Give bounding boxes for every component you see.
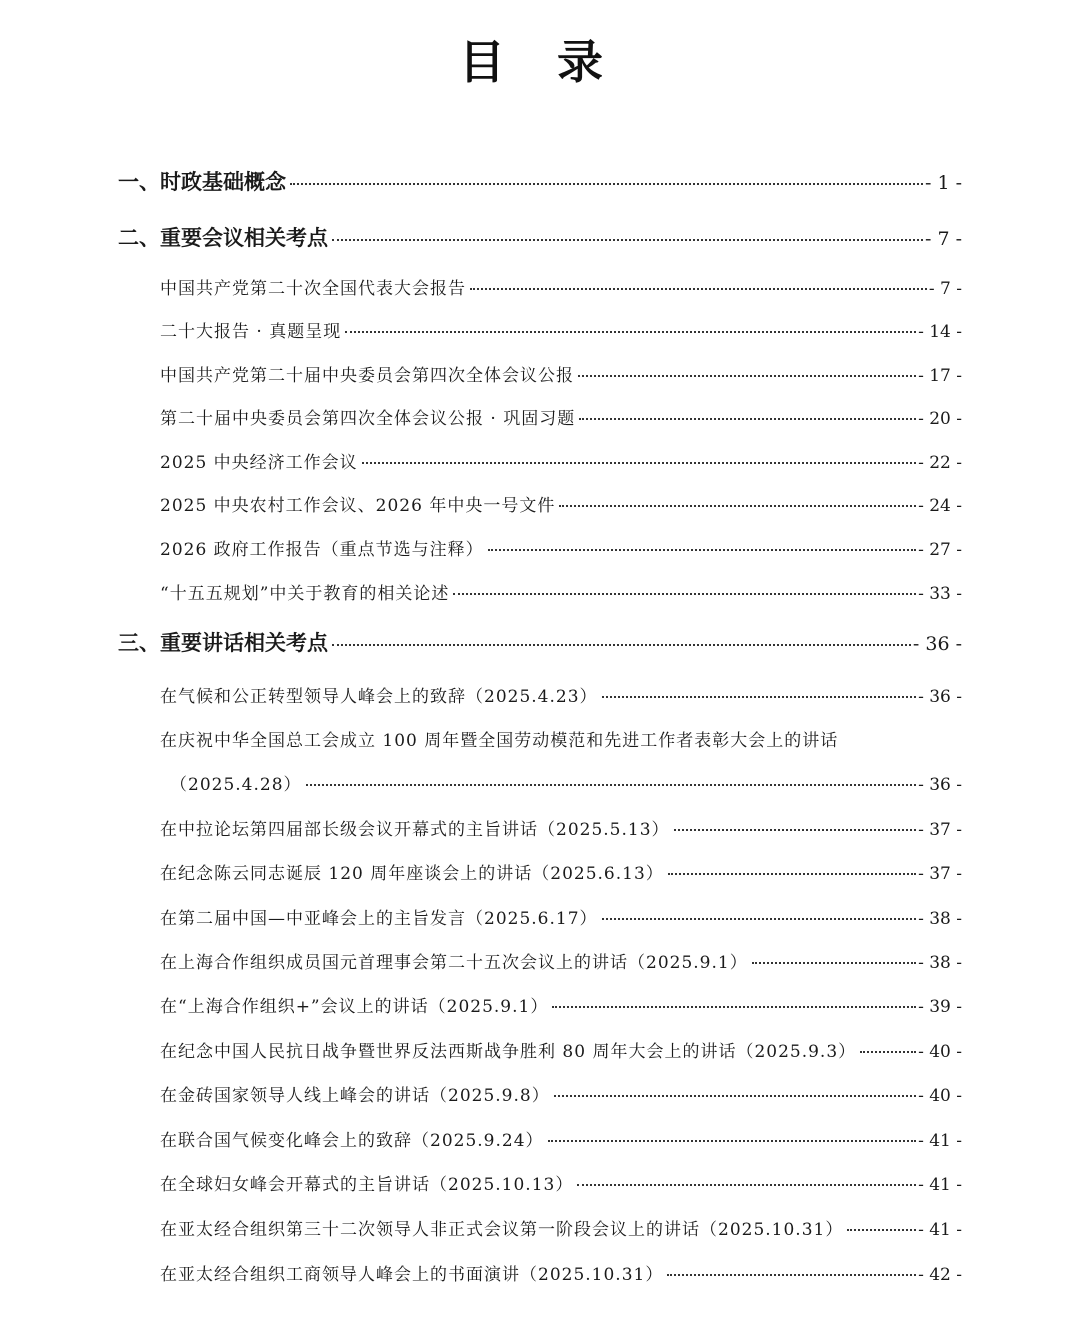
- dot-leader: [674, 829, 917, 831]
- toc-item-label: 在亚太经合组织第三十二次领导人非正式会议第一阶段会议上的讲话（2025.10.31）: [160, 1220, 844, 1240]
- toc-item[interactable]: [160, 1215, 962, 1240]
- toc-page-number: - 38 -: [918, 953, 962, 973]
- toc-page-number: - 27 -: [918, 540, 962, 560]
- dot-leader: [470, 288, 927, 290]
- toc-page-number: - 33 -: [918, 584, 962, 604]
- dot-leader: [290, 183, 923, 185]
- toc-item[interactable]: [160, 1081, 962, 1106]
- toc-item[interactable]: [160, 579, 962, 604]
- toc-section-label: 三、重要讲话相关考点: [118, 630, 328, 655]
- toc-item[interactable]: [160, 1037, 962, 1062]
- dot-leader: [548, 1140, 917, 1142]
- dot-leader: [306, 784, 917, 786]
- toc-item-label: 2025 中央农村工作会议、2026 年中央一号文件: [160, 496, 556, 516]
- toc-section-label: 二、重要会议相关考点: [118, 225, 328, 250]
- toc-item-label: 在上海合作组织成员国元首理事会第二十五次会议上的讲话（2025.9.1）: [160, 953, 748, 973]
- toc-item-label: 在纪念中国人民抗日战争暨世界反法西斯战争胜利 80 周年大会上的讲话（2025.9.3）: [160, 1042, 857, 1062]
- dot-leader: [579, 418, 916, 420]
- dot-leader: [578, 375, 916, 377]
- toc-page-number: - 42 -: [918, 1265, 962, 1285]
- toc-page-number: - 7 -: [928, 279, 962, 299]
- toc-page-number: - 40 -: [918, 1042, 962, 1062]
- toc-item-label: （2025.4.28）: [170, 775, 302, 795]
- dot-leader: [332, 644, 911, 646]
- toc-item[interactable]: [160, 361, 962, 386]
- toc-item-label: 在联合国气候变化峰会上的致辞（2025.9.24）: [160, 1131, 544, 1151]
- toc-item-label: 二十大报告 · 真题呈现: [160, 322, 342, 342]
- toc-item[interactable]: [160, 448, 962, 473]
- dot-leader: [577, 1184, 916, 1186]
- toc-page-number: - 17 -: [918, 366, 962, 386]
- dot-leader: [345, 331, 916, 333]
- toc-item-label: “十五五规划”中关于教育的相关论述: [160, 584, 450, 604]
- toc-page-number: - 39 -: [918, 997, 962, 1017]
- toc-page-number: - 24 -: [918, 496, 962, 516]
- toc-page-number: - 36 -: [918, 687, 962, 707]
- dot-leader: [552, 1006, 916, 1008]
- toc-section-label: 一、时政基础概念: [118, 169, 286, 194]
- dot-leader: [559, 505, 916, 507]
- toc-item[interactable]: [160, 491, 962, 516]
- toc-item-label: 2025 中央经济工作会议: [160, 453, 358, 473]
- toc-item-label: 第二十届中央委员会第四次全体会议公报 · 巩固习题: [160, 409, 576, 429]
- toc-item[interactable]: [160, 948, 962, 973]
- toc-page-number: - 36 -: [918, 775, 962, 795]
- toc-item[interactable]: [160, 682, 962, 707]
- dot-leader: [554, 1095, 916, 1097]
- dot-leader: [453, 593, 916, 595]
- toc-item[interactable]: [160, 274, 962, 299]
- toc-item-label: 2026 政府工作报告（重点节选与注释）: [160, 540, 484, 560]
- dot-leader: [602, 918, 917, 920]
- toc-item-label: 中国共产党第二十届中央委员会第四次全体会议公报: [160, 366, 574, 386]
- dot-leader: [668, 873, 916, 875]
- dot-leader: [667, 1274, 916, 1276]
- toc-page-number: - 40 -: [918, 1086, 962, 1106]
- toc-item-label: 在气候和公正转型领导人峰会上的致辞（2025.4.23）: [160, 687, 598, 707]
- page-title: 目 录: [458, 35, 621, 89]
- toc-item[interactable]: [170, 770, 962, 795]
- toc-page-number: - 41 -: [918, 1131, 962, 1151]
- toc-page-number: - 7 -: [924, 228, 962, 250]
- toc-page-number: - 37 -: [918, 820, 962, 840]
- toc-item[interactable]: [160, 535, 962, 560]
- dot-leader: [847, 1229, 916, 1231]
- toc-item-label: 在纪念陈云同志诞辰 120 周年座谈会上的讲话（2025.6.13）: [160, 864, 664, 884]
- toc-item[interactable]: [160, 1260, 962, 1285]
- toc-item-label: 在第二届中国—中亚峰会上的主旨发言（2025.6.17）: [160, 909, 598, 929]
- dot-leader: [860, 1051, 916, 1053]
- toc-item-label: 在全球妇女峰会开幕式的主旨讲话（2025.10.13）: [160, 1175, 574, 1195]
- toc-item-label: 在中拉论坛第四届部长级会议开幕式的主旨讲话（2025.5.13）: [160, 820, 670, 840]
- toc-page-number: - 22 -: [918, 453, 962, 473]
- toc-item[interactable]: [160, 1170, 962, 1195]
- toc-item[interactable]: [160, 859, 962, 884]
- toc-item[interactable]: [160, 404, 962, 429]
- toc-page-number: - 20 -: [918, 409, 962, 429]
- toc-item-label: 在金砖国家领导人线上峰会的讲话（2025.9.8）: [160, 1086, 550, 1106]
- toc-page-number: - 38 -: [918, 909, 962, 929]
- toc-section-1[interactable]: [118, 166, 962, 196]
- dot-leader: [752, 962, 916, 964]
- toc-page-number: - 14 -: [918, 322, 962, 342]
- toc-page-number: - 1 -: [924, 172, 962, 194]
- dot-leader: [362, 462, 916, 464]
- toc-item-label: 在亚太经合组织工商领导人峰会上的书面演讲（2025.10.31）: [160, 1265, 664, 1285]
- dot-leader: [332, 239, 923, 241]
- toc-page-number: - 36 -: [912, 633, 962, 655]
- dot-leader: [602, 696, 917, 698]
- toc-page-number: - 37 -: [918, 864, 962, 884]
- toc-item-label: 在“上海合作组织+”会议上的讲话（2025.9.1）: [160, 997, 549, 1017]
- toc-section-3[interactable]: [118, 627, 962, 657]
- toc-item[interactable]: [160, 815, 962, 840]
- toc-item-label: 中国共产党第二十次全国代表大会报告: [160, 279, 466, 299]
- toc-item[interactable]: [160, 992, 962, 1017]
- toc-section-2[interactable]: [118, 222, 962, 252]
- toc-page-number: - 41 -: [918, 1220, 962, 1240]
- toc-item-wrapped-line[interactable]: 在庆祝中华全国总工会成立 100 周年暨全国劳动模范和先进工作者表彰大会上的讲话: [160, 731, 839, 751]
- toc-item[interactable]: [160, 904, 962, 929]
- toc-page-number: - 41 -: [918, 1175, 962, 1195]
- toc-item[interactable]: [160, 1126, 962, 1151]
- dot-leader: [488, 549, 916, 551]
- toc-item[interactable]: [160, 317, 962, 342]
